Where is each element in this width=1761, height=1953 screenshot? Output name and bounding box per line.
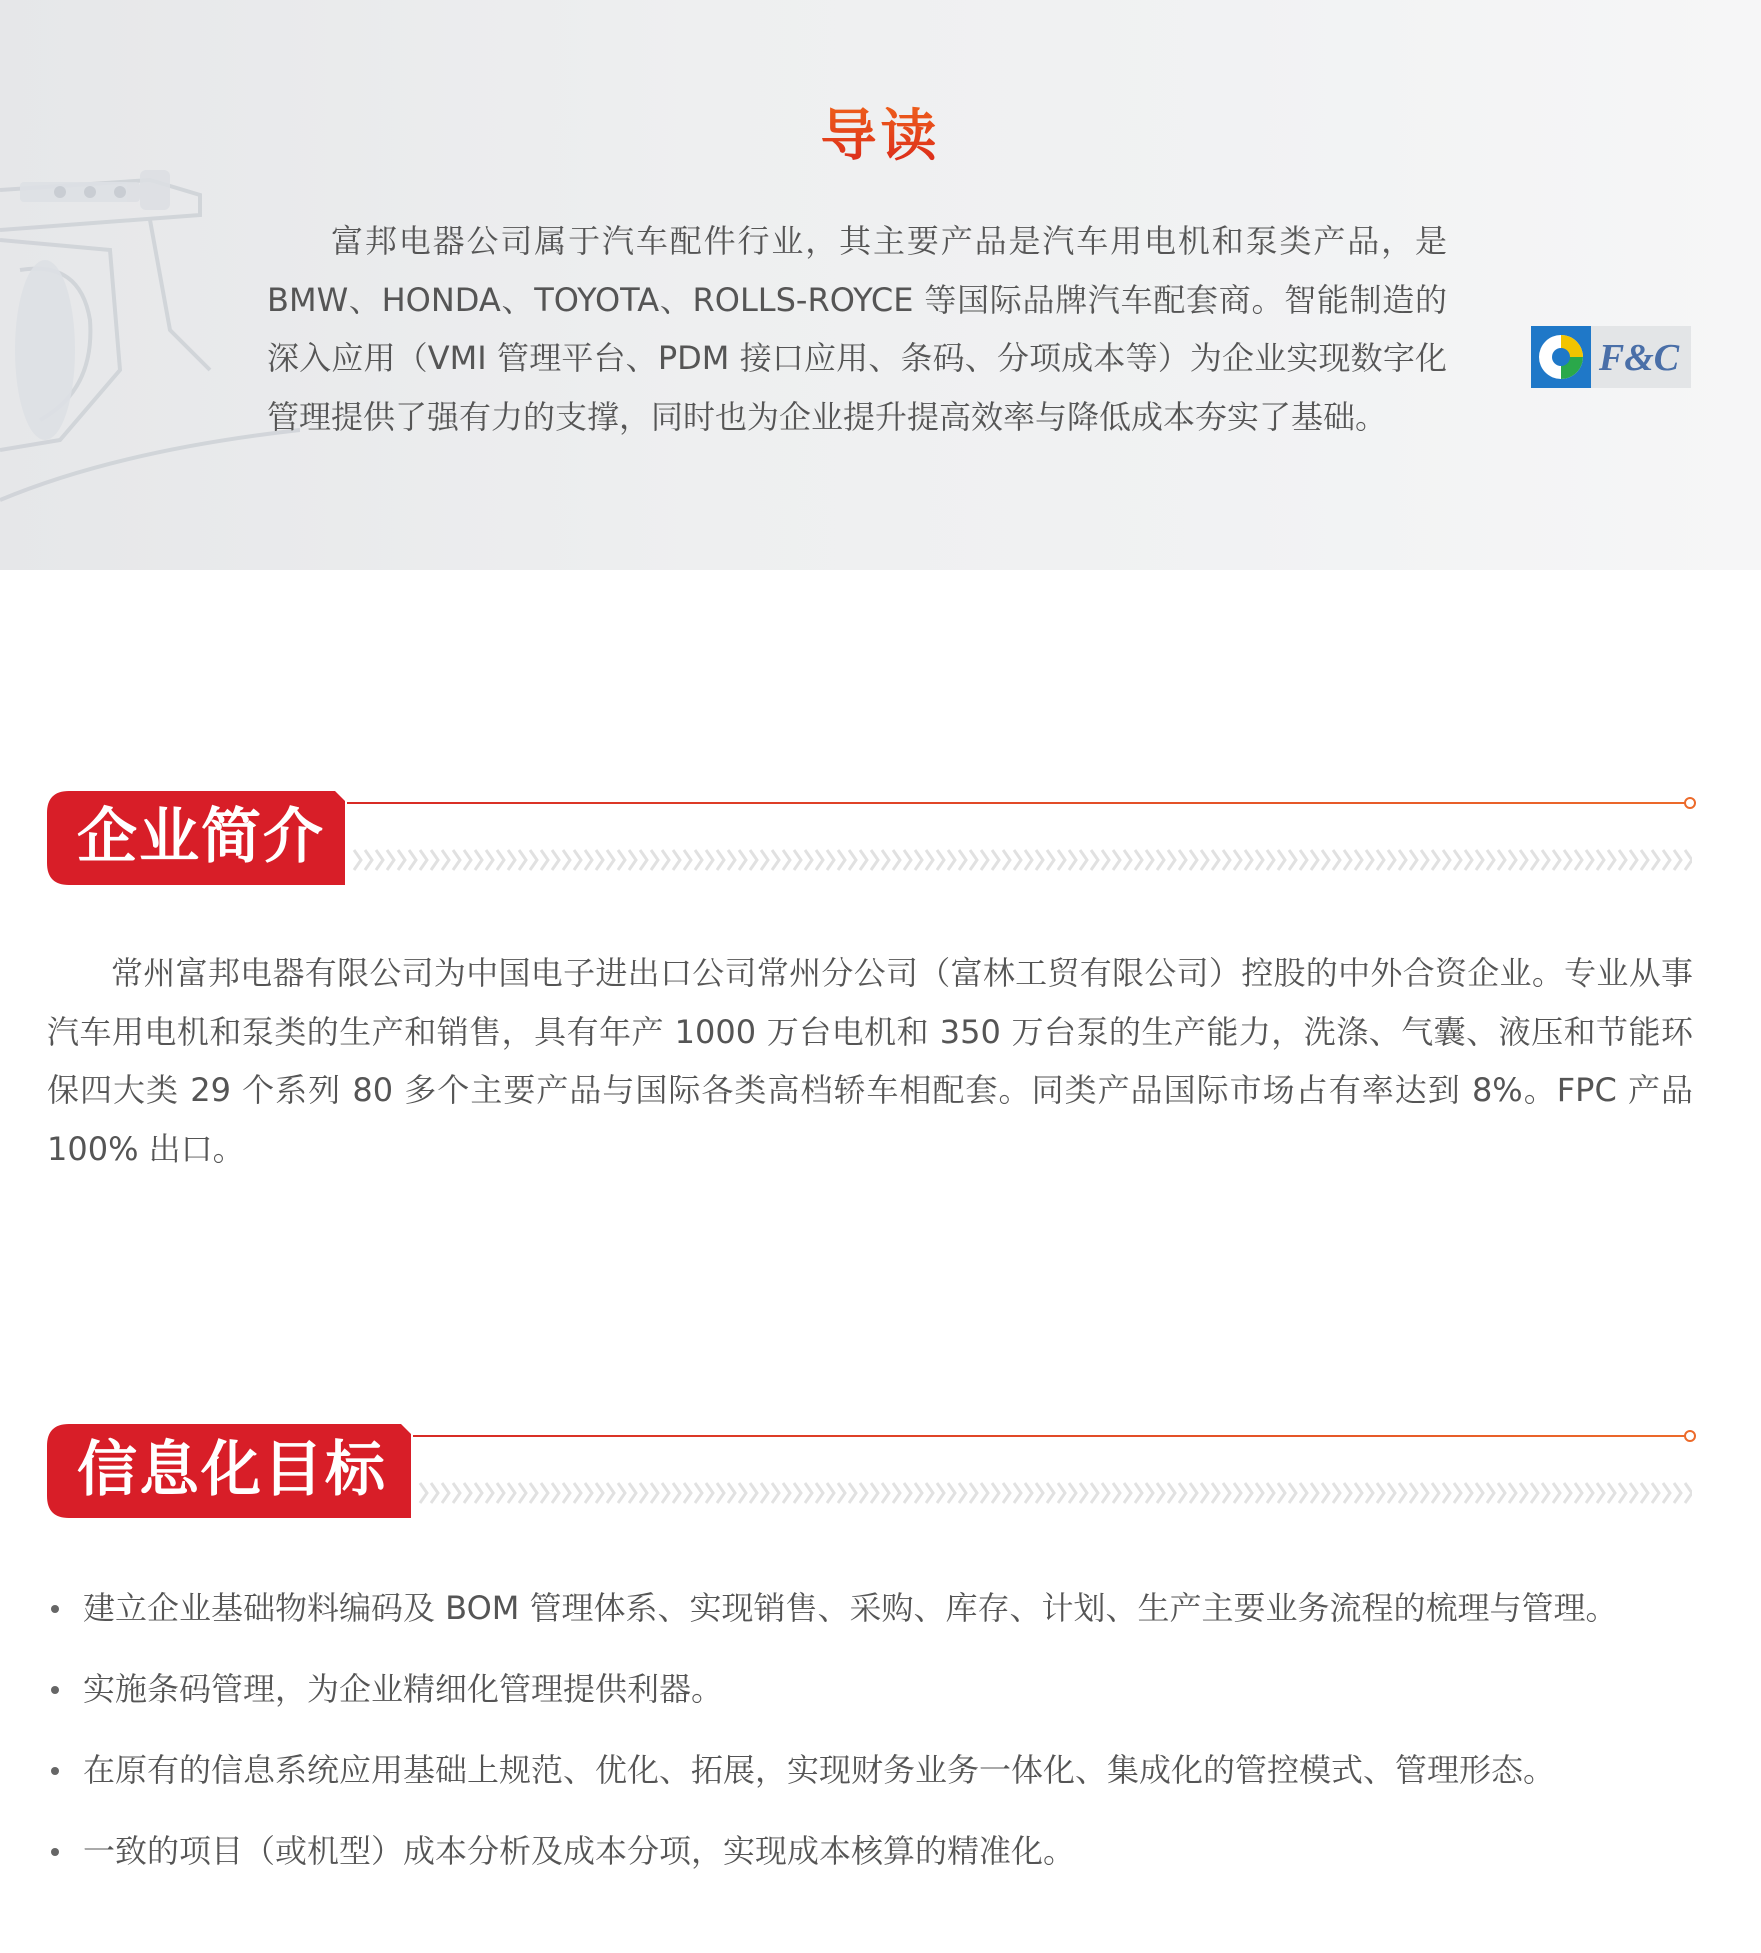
goals-heading: 信息化目标 <box>77 1435 387 1505</box>
heading-rule <box>413 1435 1686 1437</box>
car-illustration <box>0 120 300 540</box>
rule-end-dot <box>1684 797 1696 809</box>
list-item <box>47 1661 1707 1742</box>
goals-list <box>47 1580 1707 1904</box>
chevron-pattern <box>352 847 1692 873</box>
bullet-icon <box>51 1605 59 1613</box>
goal-text: 一致的项目（或机型）成本分析及成本分项，实现成本核算的精准化。 <box>83 1832 1076 1870</box>
fc-company-logo <box>1531 326 1691 388</box>
goal-text: 在原有的信息系统应用基础上规范、优化、拓展，实现财务业务一体化、集成化的管控模式、管理形态。 <box>83 1751 1556 1789</box>
bullet-icon <box>51 1686 59 1694</box>
goals-section-header <box>47 1424 1697 1518</box>
chevron-pattern <box>418 1480 1692 1506</box>
goal-text: 建立企业基础物料编码及 BOM 管理体系、实现销售、采购、库存、计划、生产主要业务流程的梳理与管理。 <box>83 1589 1618 1627</box>
rule-end-dot <box>1684 1430 1696 1442</box>
intro-section <box>0 0 1761 570</box>
list-item <box>47 1580 1707 1661</box>
company-heading: 企业简介 <box>77 802 325 872</box>
bullet-icon <box>51 1848 59 1856</box>
goal-text: 实施条码管理，为企业精细化管理提供利器。 <box>83 1670 724 1708</box>
list-item <box>47 1823 1707 1904</box>
list-item <box>47 1742 1707 1823</box>
company-section-header <box>47 791 1697 885</box>
intro-title: 导读 <box>0 92 1761 172</box>
company-paragraph: 常州富邦电器有限公司为中国电子进出口公司常州分公司（富林工贸有限公司）控股的中外合资企业。专业从事汽车用电机和泵类的生产和销售，具有年产 1000 万台电机和 350 万台泵的生产能力，洗涤、气囊、液压和节能环保四大类 29 个系列 80 多个主要产品与国际各类高档轿车相配套。同类产品国际市场占有率达到 8%。FPC 产品 100% 出口。 <box>47 954 1693 1168</box>
bullet-icon <box>51 1767 59 1775</box>
intro-paragraph: 富邦电器公司属于汽车配件行业，其主要产品是汽车用电机和泵类产品，是BMW、HONDA、TOYOTA、ROLLS-ROYCE 等国际品牌汽车配套商。智能制造的深入应用（VMI 管理平台、PDM 接口应用、条码、分项成本等）为企业实现数字化管理提供了强有力的支撑，同时也为企业提升提高效率与降低成本夯实了基础。 <box>267 222 1447 436</box>
logo-text: F&C <box>1598 337 1680 379</box>
heading-rule <box>347 802 1686 804</box>
